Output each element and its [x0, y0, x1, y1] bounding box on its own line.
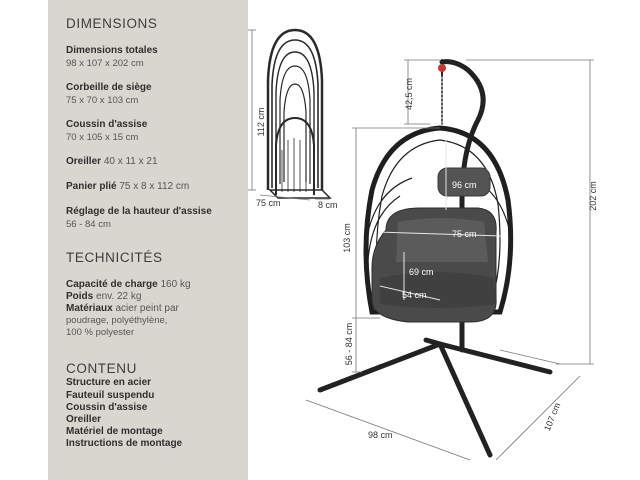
base-depth-label: 107 cm — [542, 401, 563, 433]
spec-height-adjust-value: 56 - 84 cm — [66, 219, 111, 230]
folded-basket-illustration — [268, 30, 330, 198]
total-height-label: 202 cm — [588, 181, 598, 211]
spec-basket-value: 75 x 70 x 103 cm — [66, 95, 139, 106]
list-item: Structure en acier — [66, 377, 152, 388]
spec-pillow: Oreiller 40 x 11 x 21 — [66, 156, 158, 167]
folded-width-label: 75 cm — [256, 198, 281, 208]
list-item: Oreiller — [66, 414, 102, 425]
spec-total-value: 98 x 107 x 202 cm — [66, 58, 144, 69]
basket-inner-width-label: 75 cm — [452, 229, 477, 239]
spec-folded: Panier plié 75 x 8 x 112 cm — [66, 181, 190, 192]
tech-capacity: Capacité de charge 160 kg — [66, 279, 191, 290]
folded-depth-label: 8 cm — [318, 200, 338, 210]
tech-materials-line2: poudrage, polyéthylène, — [66, 315, 168, 326]
spec-pillow-value: 40 x 11 x 21 — [103, 156, 158, 167]
spec-cushion-value: 70 x 105 x 15 cm — [66, 132, 139, 143]
technicites-title: TECHNICITÉS — [66, 250, 163, 265]
list-item: Coussin d'assise — [66, 402, 148, 413]
base-width-label: 98 cm — [368, 430, 393, 440]
list-item: Matériel de montage — [66, 426, 163, 437]
spec-basket-label: Corbeille de siège — [66, 82, 152, 93]
spec-folded-value: 75 x 8 x 112 cm — [119, 181, 190, 192]
spec-total-label: Dimensions totales — [66, 45, 158, 56]
tech-materials-line3: 100 % polyester — [66, 327, 135, 338]
contenu-title: CONTENU — [66, 361, 137, 376]
basket-height-label: 103 cm — [342, 223, 352, 253]
list-item: Fauteuil suspendu — [66, 390, 155, 401]
seat-height-range-label: 56 - 84 cm — [344, 322, 354, 366]
seat-width-label: 54 cm — [402, 290, 427, 300]
tech-materials: Matériaux acier peint par — [66, 303, 179, 314]
hook-length-label: 42,5 cm — [404, 77, 414, 111]
spec-height-adjust-label: Réglage de la hauteur d'assise — [66, 206, 212, 217]
hook-cap-icon — [438, 64, 446, 72]
tech-weight: Poids env. 22 kg — [66, 291, 142, 302]
list-item: Instructions de montage — [66, 438, 183, 449]
pillow-width-label: 96 cm — [452, 180, 477, 190]
dimensions-title: DIMENSIONS — [66, 16, 158, 31]
folded-height-label: 112 cm — [256, 107, 266, 137]
cushion-depth-label: 69 cm — [409, 267, 434, 277]
spec-cushion-label: Coussin d'assise — [66, 119, 148, 130]
